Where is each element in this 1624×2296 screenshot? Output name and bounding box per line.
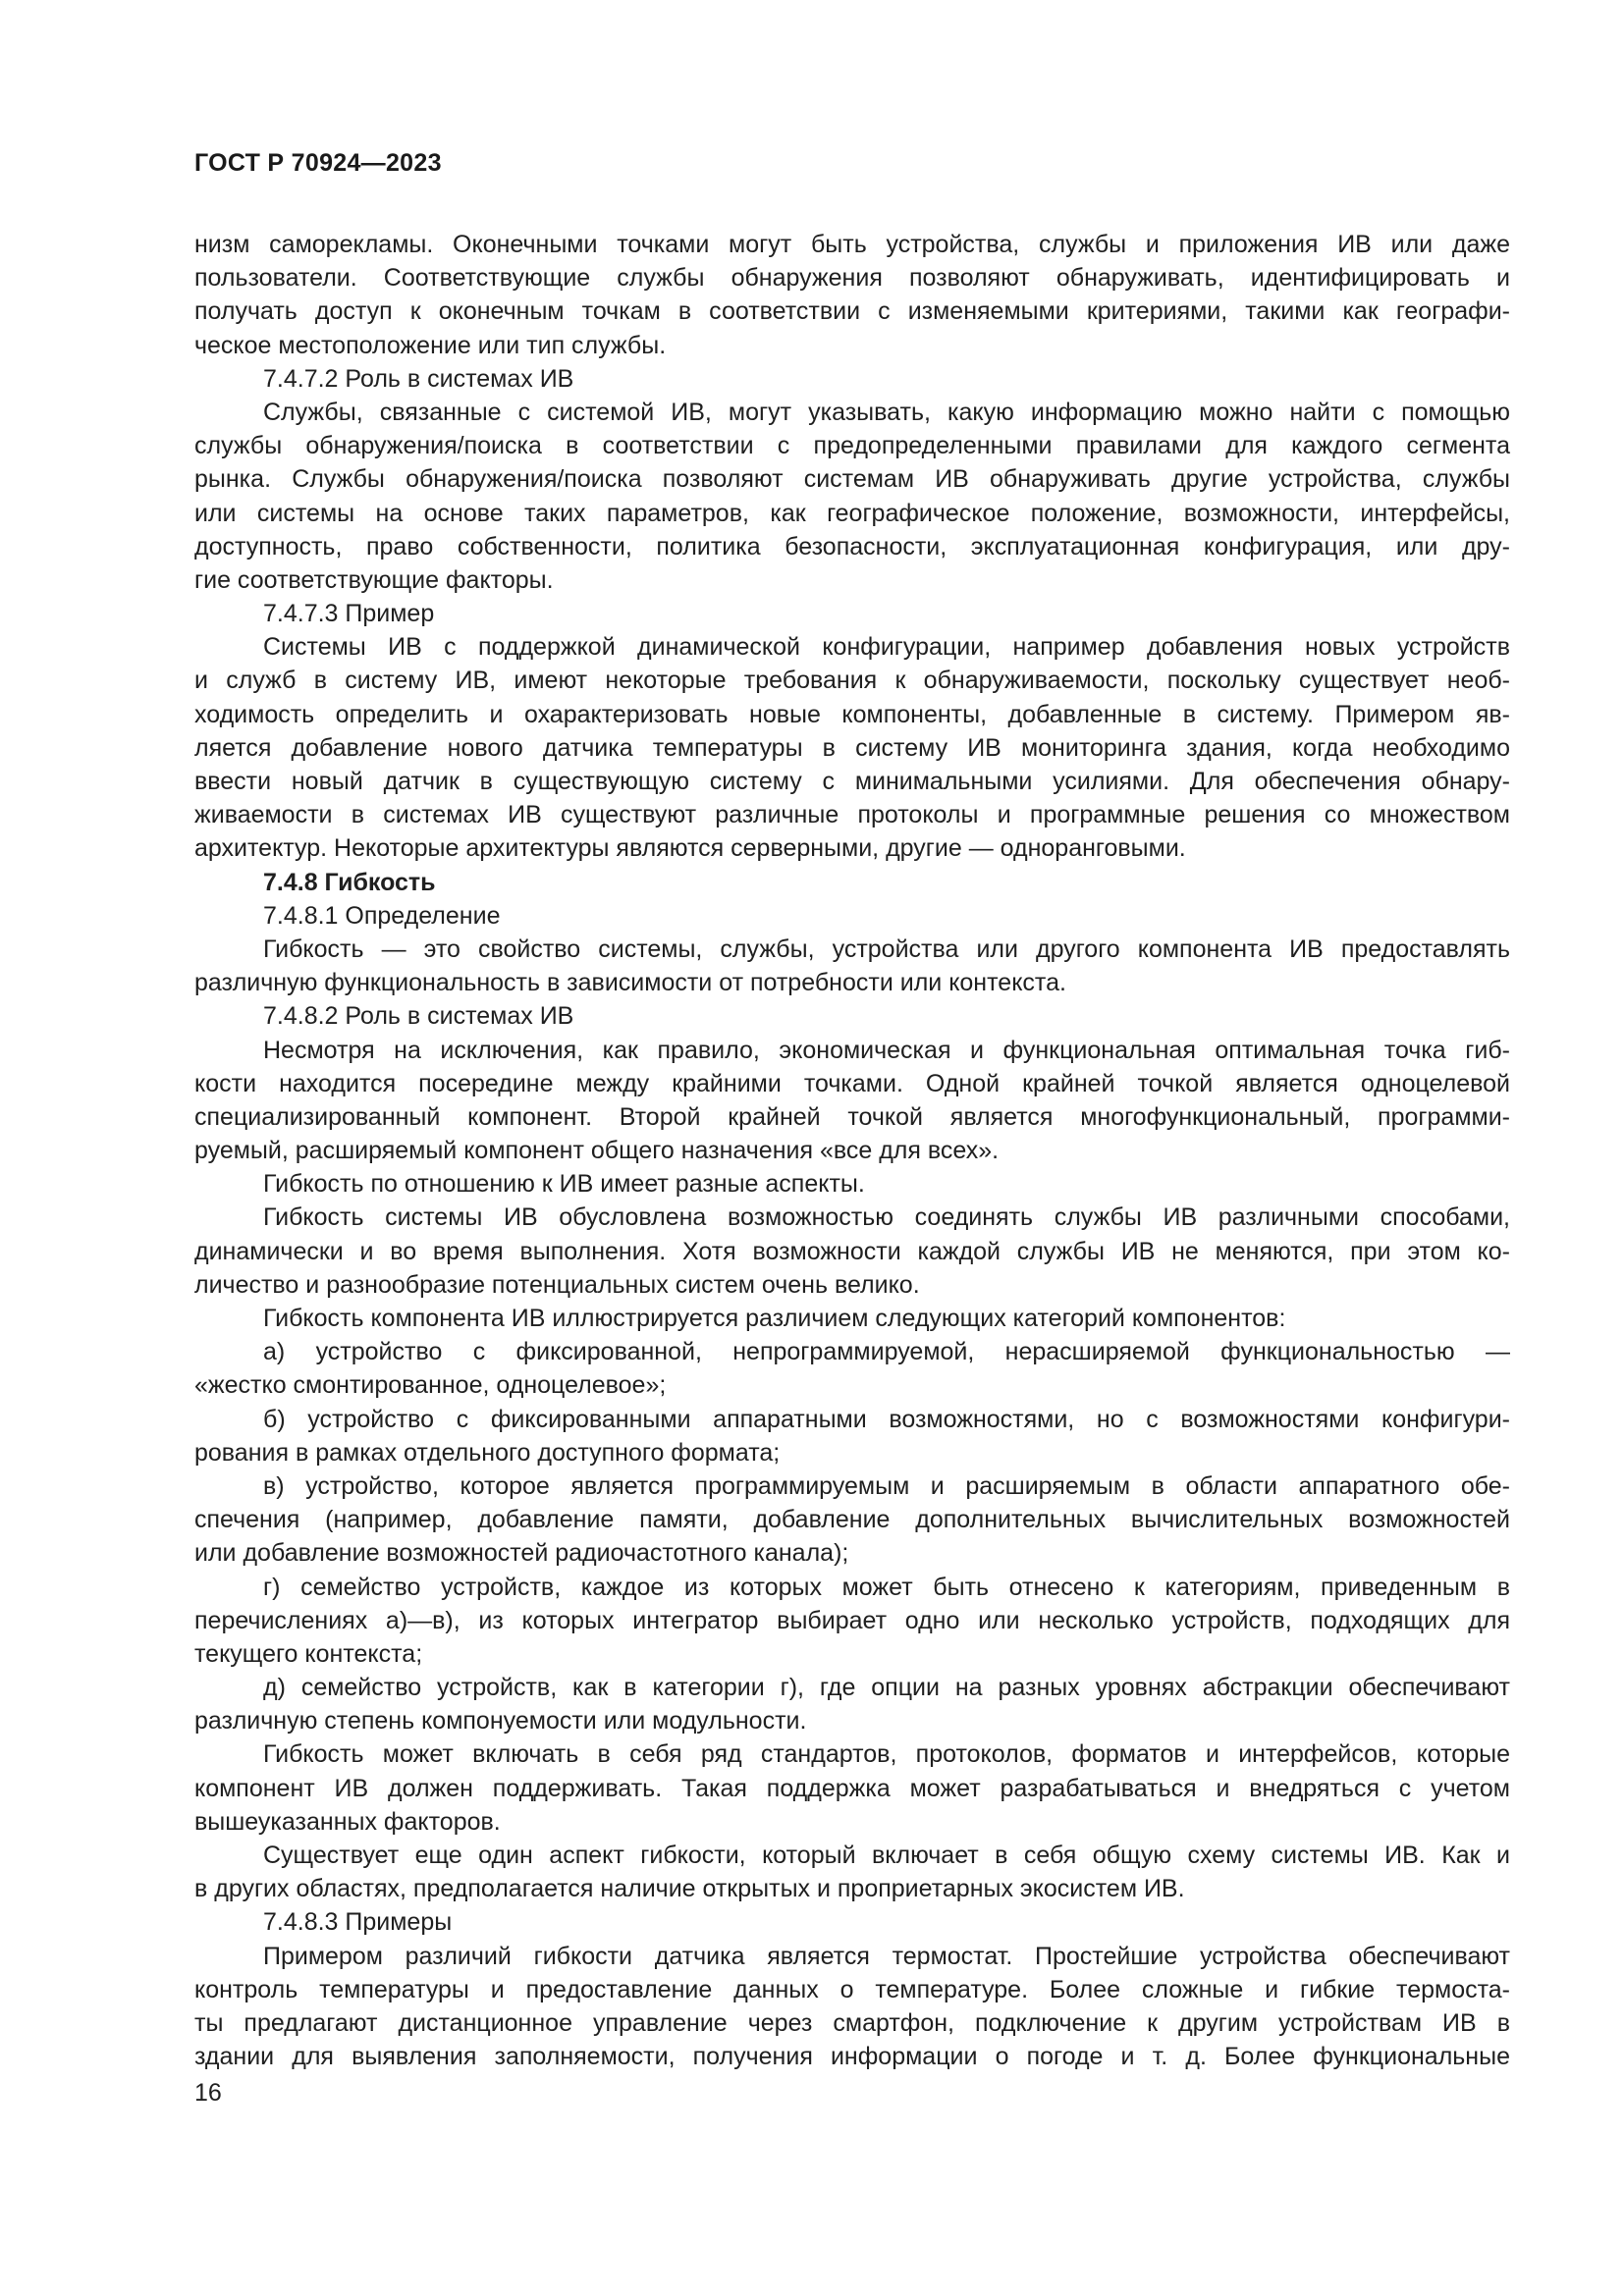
text-line: и служб в систему ИВ, имеют некоторые требования к обнаруживаемости, поскольку существует необ- (194, 667, 1510, 695)
text-line: г) семейство устройств, каждое из которых может быть отнесено к категориям, приведенным в (263, 1573, 1510, 1601)
text-line: Гибкость может включать в себя ряд стандартов, протоколов, форматов и интерфейсов, которые (263, 1740, 1510, 1769)
text-line: различную степень компонуемости или модульности. (194, 1707, 807, 1735)
text-line: ввести новый датчик в существующую систему с минимальными усилиями. Для обеспечения обнару- (194, 768, 1510, 795)
document-code-header: ГОСТ Р 70924—2023 (194, 149, 442, 177)
text-line: спечения (например, добавление памяти, добавление дополнительных вычислительных возможностей (194, 1506, 1510, 1534)
text-line: службы обнаружения/поиска в соответствии с предопределенными правилами для каждого сегмента (194, 432, 1510, 460)
text-line: Существует еще один аспект гибкости, который включает в себя общую схему системы ИВ. Как и (263, 1842, 1510, 1869)
text-line: специализированный компонент. Второй крайней точкой является многофункциональный, программи- (194, 1102, 1510, 1131)
text-line: Примером различий гибкости датчика является термостат. Простейшие устройства обеспечивают (263, 1942, 1510, 1970)
text-line: низм саморекламы. Оконечными точками могут быть устройства, службы и приложения ИВ или даже (194, 231, 1510, 258)
text-line: д) семейство устройств, как в категории г), где опции на разных уровнях абстракции обеспечивают (263, 1674, 1510, 1702)
text-line: Гибкость системы ИВ обусловлена возможностью соединять службы ИВ различными способами, (263, 1203, 1510, 1232)
text-line: 7.4.8.1 Определение (263, 901, 501, 930)
text-line: контроль температуры и предоставление данных о температуре. Более сложные и гибкие термоста- (194, 1975, 1510, 2003)
text-line: рынка. Службы обнаружения/поиска позволяют системам ИВ обнаруживать другие устройства, службы (194, 465, 1510, 494)
text-line: получать доступ к оконечным точкам в соответствии с изменяемыми критериями, такими как географи- (194, 297, 1510, 326)
text-line: живаемости в системах ИВ существуют различные протоколы и программные решения со множеством (194, 801, 1510, 829)
text-line: текущего контекста; (194, 1639, 423, 1668)
text-line: 7.4.7.2 Роль в системах ИВ (263, 364, 574, 393)
text-line: гие соответствующие факторы. (194, 565, 554, 594)
text-line: здании для выявления заполняемости, получения информации о погоде и т. д. Более функциональные (194, 2043, 1510, 2071)
text-line: компонент ИВ должен поддерживать. Такая поддержка может разрабатываться и внедряться с учетом (194, 1774, 1510, 1802)
text-line: ляется добавление нового датчика температуры в систему ИВ мониторинга здания, когда необходимо (194, 733, 1510, 762)
text-line: пользователи. Соответствующие службы обнаружения позволяют обнаруживать, идентифицировать и (194, 264, 1510, 293)
text-line: динамически и во время выполнения. Хотя возможности каждой службы ИВ не меняются, при этом ко- (194, 1237, 1510, 1265)
text-line: вышеуказанных факторов. (194, 1807, 501, 1836)
text-line: ческое местоположение или тип службы. (194, 331, 667, 359)
text-line: личество и разнообразие потенциальных систем очень велико. (194, 1270, 920, 1299)
text-line: руемый, расширяемый компонент общего назначения «все для всех». (194, 1137, 1000, 1165)
text-line: 7.4.8.2 Роль в системах ИВ (263, 1002, 574, 1031)
text-line: «жестко смонтированное, одноцелевое»; (194, 1371, 667, 1400)
text-line: 7.4.8.3 Примеры (263, 1908, 453, 1937)
text-line: перечислениях а)—в), из которых интегратор выбирает одно или несколько устройств, подходящих для (194, 1606, 1510, 1634)
text-line: 7.4.7.3 Пример (263, 600, 435, 628)
text-line: Гибкость — это свойство системы, службы, устройства или другого компонента ИВ предоставлять (263, 934, 1510, 963)
text-line: в других областях, предполагается наличие открытых и проприетарных экосистем ИВ. (194, 1875, 1185, 1903)
text-line: доступность, право собственности, политика безопасности, эксплуатационная конфигурация, или дру- (194, 532, 1510, 561)
text-line: Несмотря на исключения, как правило, экономическая и функциональная оптимальная точка гиб- (263, 1036, 1510, 1064)
text-line: различную функциональность в зависимости от потребности или контекста. (194, 969, 1066, 997)
text-line: или добавление возможностей радиочастотного канала); (194, 1539, 849, 1568)
text-line: Службы, связанные с системой ИВ, могут указывать, какую информацию можно найти с помощью (263, 398, 1510, 426)
text-line: Гибкость компонента ИВ иллюстрируется различием следующих категорий компонентов: (263, 1305, 1286, 1332)
text-line: ты предлагают дистанционное управление через смартфон, подключение к другим устройствам ИВ в (194, 2008, 1510, 2037)
text-line: 7.4.8 Гибкость (263, 868, 436, 896)
page-number: 16 (194, 2079, 222, 2107)
text-line: Гибкость по отношению к ИВ имеет разные аспекты. (263, 1170, 865, 1199)
text-line: рования в рамках отдельного доступного формата; (194, 1438, 781, 1467)
text-line: архитектур. Некоторые архитектуры являются серверными, другие — одноранговыми. (194, 834, 1186, 863)
text-line: ходимость определить и охарактеризовать новые компоненты, добавленные в систему. Примером яв- (194, 700, 1510, 728)
text-line: кости находится посередине между крайними точками. Одной крайней точкой является одноцелевой (194, 1069, 1510, 1097)
body-text (194, 228, 1510, 2073)
text-line: б) устройство с фиксированными аппаратными возможностями, но с возможностями конфигури- (263, 1405, 1510, 1433)
text-line: в) устройство, которое является программируемым и расширяемым в области аппаратного обе- (263, 1471, 1510, 1500)
text-line: или системы на основе таких параметров, как географическое положение, возможности, интерфейсы, (194, 499, 1510, 527)
text-line: а) устройство с фиксированной, непрограммируемой, нерасширяемой функциональностью — (263, 1338, 1510, 1366)
text-line: Системы ИВ с поддержкой динамической конфигурации, например добавления новых устройств (263, 633, 1510, 662)
